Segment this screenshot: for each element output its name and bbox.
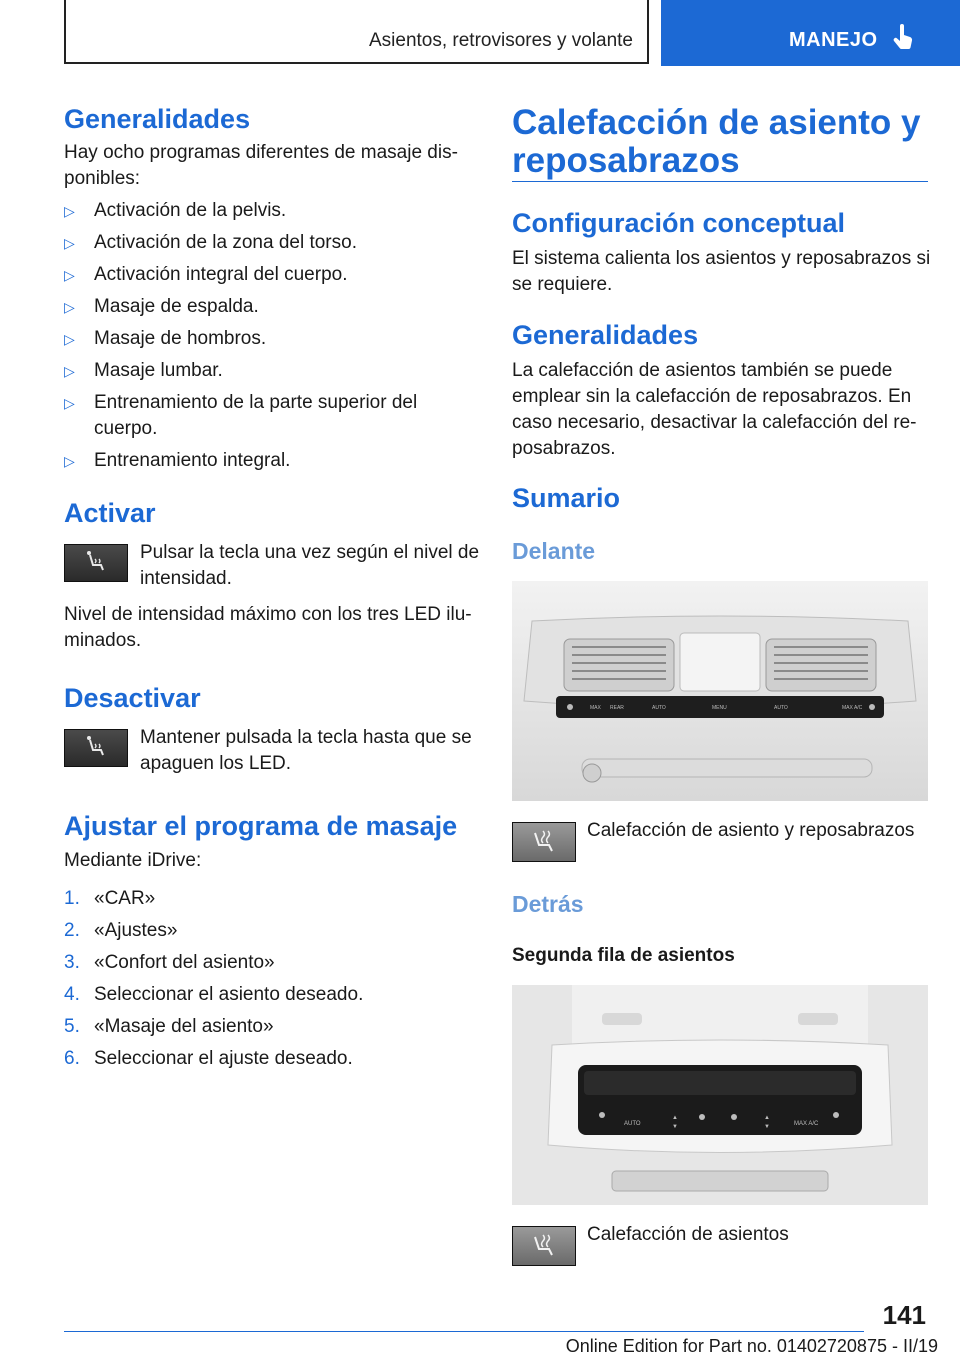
front-console-photo	[512, 581, 928, 801]
seat-heating-key-image	[512, 822, 576, 862]
r-generalidades-text: caso necesario, desactivar la calefacción del re‐	[512, 412, 917, 433]
activar-note-1: Nivel de intensidad máximo con los tres LED ilu‐	[64, 604, 472, 625]
second-row-heading: Segunda fila de asientos	[512, 945, 735, 966]
triangle-bullet-icon: ▷	[64, 395, 75, 411]
front-caption: Calefacción de asiento y reposabrazos	[587, 820, 915, 841]
rear-panel-label: AUTO	[624, 1121, 641, 1127]
activar-heading: Activar	[64, 498, 156, 528]
desactivar-heading: Desactivar	[64, 683, 201, 713]
seat-massage-key-image	[64, 729, 128, 767]
title-rule	[512, 181, 928, 182]
sumario-heading: Sumario	[512, 483, 621, 513]
triangle-bullet-icon: ▷	[64, 267, 75, 283]
front-panel-label: REAR	[610, 705, 624, 711]
seat-massage-key-image	[64, 544, 128, 582]
front-panel-label: AUTO	[774, 705, 788, 711]
edition-note: Online Edition for Part no. 01402720875 - II/19	[565, 1336, 938, 1356]
svg-text:▼: ▼	[672, 1124, 678, 1130]
seat-heating-icon	[513, 1227, 575, 1265]
seat-heating-key-image	[512, 1226, 576, 1266]
r-generalidades-heading: Generalidades	[512, 320, 699, 350]
r-generalidades-text: posabrazos.	[512, 438, 616, 459]
r-generalidades-text: emplear sin la calefacción de reposabrazos. En	[512, 386, 912, 407]
page-title: Calefacción de asiento y reposabrazos	[512, 103, 921, 180]
r-generalidades-text: La calefacción de asientos también se puede	[512, 360, 893, 381]
activar-note-2: minados.	[64, 630, 142, 651]
header-frame	[64, 0, 649, 64]
triangle-bullet-icon: ▷	[64, 331, 75, 347]
generalidades-intro-2: ponibles:	[64, 168, 141, 189]
svg-text:▼: ▼	[764, 1124, 770, 1130]
triangle-bullet-icon: ▷	[64, 453, 75, 469]
chapter-tab[interactable]	[661, 0, 960, 66]
seat-massage-icon	[65, 730, 127, 766]
seat-massage-icon	[65, 545, 127, 581]
footer-rule	[64, 1331, 864, 1332]
front-panel-label: MAX A/C	[842, 705, 863, 711]
delante-heading: Delante	[512, 538, 596, 564]
triangle-bullet-icon: ▷	[64, 299, 75, 315]
triangle-bullet-icon: ▷	[64, 235, 75, 251]
generalidades-heading: Generalidades	[64, 104, 251, 134]
triangle-bullet-icon: ▷	[64, 203, 75, 219]
desactivar-text-1: Mantener pulsada la tecla hasta que se	[140, 727, 472, 748]
front-panel-label: MAX	[590, 705, 601, 711]
rear-console-photo	[512, 985, 928, 1205]
rear-caption: Calefacción de asientos	[587, 1224, 789, 1245]
triangle-bullet-icon: ▷	[64, 363, 75, 379]
ajustar-intro: Mediante iDrive:	[64, 850, 202, 871]
section-title: Asientos, retrovisores y volante	[368, 30, 633, 51]
page-number: 141	[882, 1300, 926, 1330]
activar-text-1: Pulsar la tecla una vez según el nivel de	[140, 542, 480, 563]
concept-heading: Configuración conceptual	[512, 208, 846, 238]
detras-heading: Detrás	[512, 891, 584, 917]
seat-heating-icon	[513, 823, 575, 861]
concept-text-2: se requiere.	[512, 274, 613, 295]
front-panel-label: AUTO	[652, 705, 666, 711]
chapter-tab-label: MANEJO	[789, 29, 878, 51]
hand-pointer-icon	[893, 24, 915, 55]
generalidades-intro-1: Hay ocho programas diferentes de masaje dis‐	[64, 142, 458, 163]
activar-text-2: intensidad.	[140, 568, 232, 589]
concept-text-1: El sistema calienta los asientos y reposabrazos si	[512, 248, 931, 269]
svg-text:▲: ▲	[672, 1115, 678, 1121]
svg-text:▲: ▲	[764, 1115, 770, 1121]
rear-panel-label: MAX A/C	[794, 1121, 819, 1127]
desactivar-text-2: apaguen los LED.	[140, 753, 292, 774]
ajustar-heading: Ajustar el programa de masaje	[64, 811, 458, 841]
front-panel-label: MENU	[712, 705, 727, 711]
